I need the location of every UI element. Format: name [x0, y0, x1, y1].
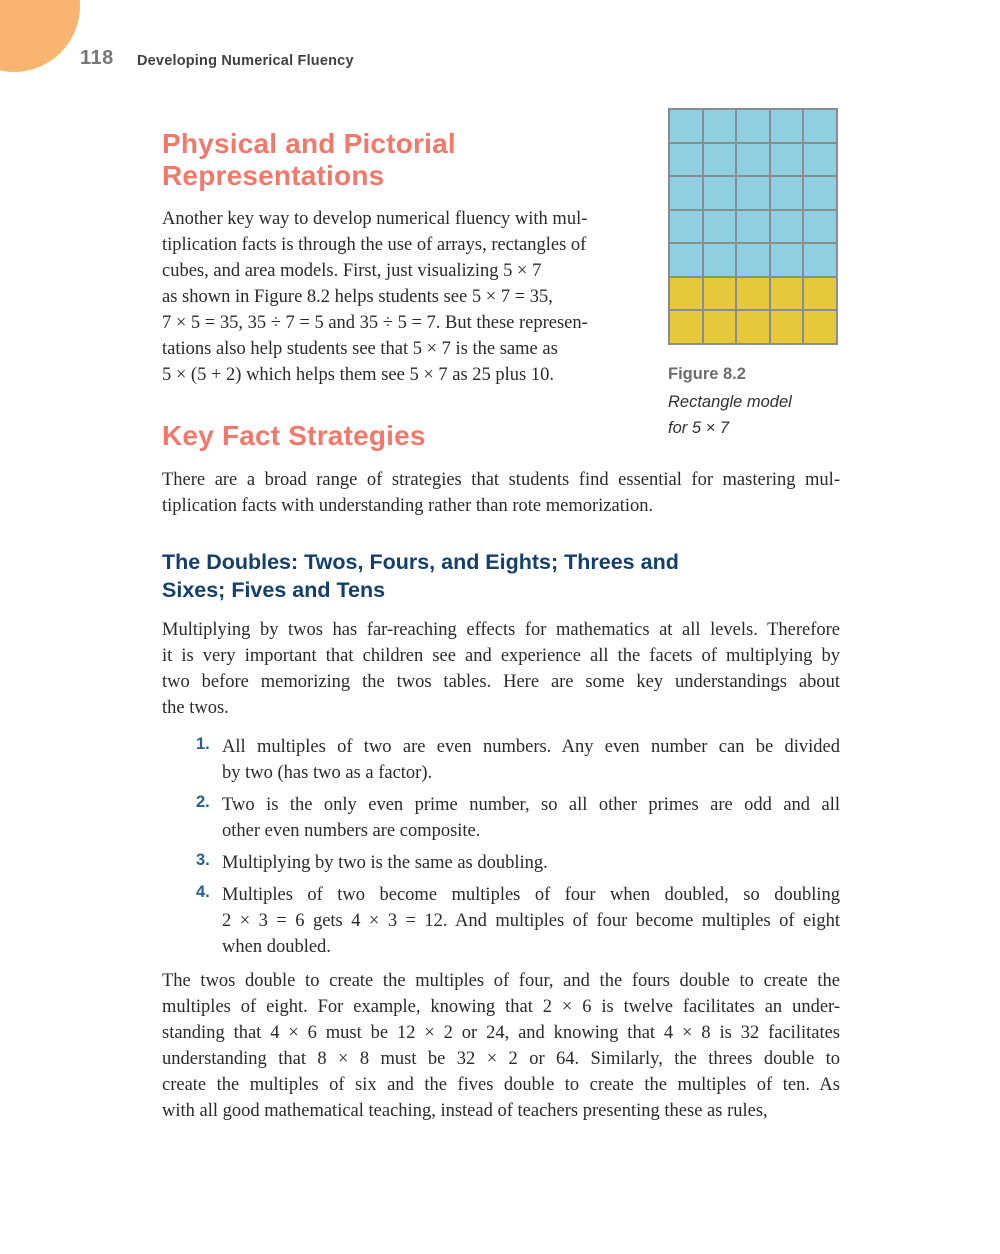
- text-line: Representations: [162, 160, 385, 191]
- grid-cell-blue: [771, 110, 803, 142]
- text-line: the twos.: [162, 698, 229, 718]
- grid-cell-yellow: [804, 311, 836, 343]
- running-head: Developing Numerical Fluency: [137, 53, 354, 69]
- text-line: create the multiples of six and the fives double to create the multiples of ten. As: [162, 1075, 840, 1095]
- page-number: 118: [80, 47, 114, 69]
- list-item-2: [162, 792, 840, 844]
- subsection-title-doubles: [162, 549, 840, 604]
- grid-cell-blue: [737, 177, 769, 209]
- grid-cell-blue: [704, 244, 736, 276]
- text-line: as shown in Figure 8.2 helps students see 5 × 7 = 35,: [162, 287, 553, 307]
- text-line: when doubled.: [222, 937, 331, 957]
- grid-cell-blue: [804, 110, 836, 142]
- text-line: cubes, and area models. First, just visualizing 5 × 7: [162, 261, 542, 281]
- text-line: The twos double to create the multiples of four, and the fours double to create the: [162, 971, 840, 991]
- paragraph-doubles-intro: [162, 617, 840, 721]
- paragraph-physical: [162, 206, 642, 388]
- grid-cell-blue: [737, 144, 769, 176]
- text-line: All multiples of two are even numbers. Any even number can be divided: [222, 737, 840, 757]
- text-line: The Doubles: Twos, Fours, and Eights; Threes and: [162, 550, 679, 574]
- text-line: 5 × (5 + 2) which helps them see 5 × 7 as 25 plus 10.: [162, 365, 554, 385]
- grid-cell-blue: [771, 177, 803, 209]
- grid-cell-blue: [737, 244, 769, 276]
- grid-cell-blue: [804, 144, 836, 176]
- grid-cell-blue: [670, 177, 702, 209]
- grid-cell-yellow: [704, 311, 736, 343]
- list-item-3-text: [222, 850, 840, 876]
- text-line: Rectangle model: [668, 393, 792, 411]
- text-line: There are a broad range of strategies that students find essential for mastering mul-: [162, 470, 840, 490]
- text-line: Multiplying by twos has far-reaching effects for mathematics at all levels. Therefore: [162, 620, 840, 640]
- grid-cell-blue: [704, 110, 736, 142]
- corner-circle-decoration: [0, 0, 80, 72]
- text-line: tations also help students see that 5 × 7 is the same as: [162, 339, 558, 359]
- text-line: Two is the only even prime number, so all other primes are odd and all: [222, 795, 840, 815]
- grid-cell-yellow: [704, 278, 736, 310]
- list-item-4: [162, 882, 840, 960]
- grid-cell-blue: [804, 211, 836, 243]
- grid-cell-blue: [737, 211, 769, 243]
- list-item-4-number: 4.: [196, 883, 210, 901]
- grid-cell-yellow: [737, 278, 769, 310]
- grid-cell-blue: [771, 144, 803, 176]
- paragraph-key-fact: [162, 467, 840, 519]
- grid-cell-yellow: [670, 278, 702, 310]
- grid-cell-blue: [704, 177, 736, 209]
- text-line: Sixes; Fives and Tens: [162, 577, 386, 602]
- grid-cell-blue: [771, 211, 803, 243]
- grid-cell-blue: [771, 244, 803, 276]
- text-line: 7 × 5 = 35, 35 ÷ 7 = 5 and 35 ÷ 5 = 7. But these represen-: [162, 313, 588, 333]
- paragraph-doubles-closing: [162, 968, 840, 1124]
- text-line: Multiples of two become multiples of four when doubled, so doubling: [222, 885, 840, 905]
- figure-grid: [668, 108, 838, 345]
- list-item-3-number: 3.: [196, 851, 210, 869]
- list-item-4-text: [222, 882, 840, 960]
- grid-cell-blue: [670, 144, 702, 176]
- text-line: by two (has two as a factor).: [222, 763, 433, 783]
- grid-cell-yellow: [670, 311, 702, 343]
- text-line: with all good mathematical teaching, instead of teachers presenting these as rules,: [162, 1101, 768, 1121]
- grid-cell-blue: [804, 177, 836, 209]
- grid-cell-blue: [670, 110, 702, 142]
- list-item-1: [162, 734, 840, 786]
- numbered-list: [162, 734, 840, 960]
- text-line: tiplication facts with understanding rather than rote memorization.: [162, 496, 654, 516]
- figure-caption: [668, 365, 858, 441]
- text-line: it is very important that children see and experience all the facets of multiplying by: [162, 646, 840, 666]
- text-line: standing that 4 × 6 must be 12 × 2 or 24, and knowing that 4 × 8 is 32 facilitates: [162, 1023, 840, 1043]
- text-line: understanding that 8 × 8 must be 32 × 2 or 64. Similarly, the threes double to: [162, 1049, 840, 1069]
- grid-cell-blue: [704, 144, 736, 176]
- grid-cell-blue: [670, 244, 702, 276]
- text-line: Another key way to develop numerical fluency with mul-: [162, 209, 588, 229]
- grid-cell-blue: [670, 211, 702, 243]
- list-item-1-text: [222, 734, 840, 786]
- grid-cell-yellow: [771, 278, 803, 310]
- text-line: for 5 × 7: [668, 418, 729, 437]
- list-item-2-number: 2.: [196, 793, 210, 811]
- grid-cell-yellow: [804, 278, 836, 310]
- figure-caption-text: [668, 390, 858, 441]
- list-item-3: [162, 850, 840, 876]
- text-line: 2 × 3 = 6 gets 4 × 3 = 12. And multiples of four become multiples of eight: [222, 911, 840, 931]
- grid-cell-blue: [804, 244, 836, 276]
- figure-label: Figure 8.2: [668, 365, 746, 383]
- grid-cell-yellow: [771, 311, 803, 343]
- grid-cell-blue: [737, 110, 769, 142]
- grid-cell-blue: [704, 211, 736, 243]
- text-line: tiplication facts is through the use of arrays, rectangles of: [162, 235, 587, 255]
- list-item-2-text: [222, 792, 840, 844]
- text-line: other even numbers are composite.: [222, 821, 481, 841]
- list-item-1-number: 1.: [196, 735, 210, 753]
- text-line: multiples of eight. For example, knowing that 2 × 6 is twelve facilitates an under-: [162, 997, 840, 1017]
- grid-cell-yellow: [737, 311, 769, 343]
- section-title-key-fact: Key Fact Strategies: [162, 420, 426, 451]
- text-line: two before memorizing the twos tables. Here are some key understandings about: [162, 672, 840, 692]
- text-line: Multiplying by two is the same as doubling.: [222, 853, 548, 873]
- text-line: Physical and Pictorial: [162, 128, 456, 159]
